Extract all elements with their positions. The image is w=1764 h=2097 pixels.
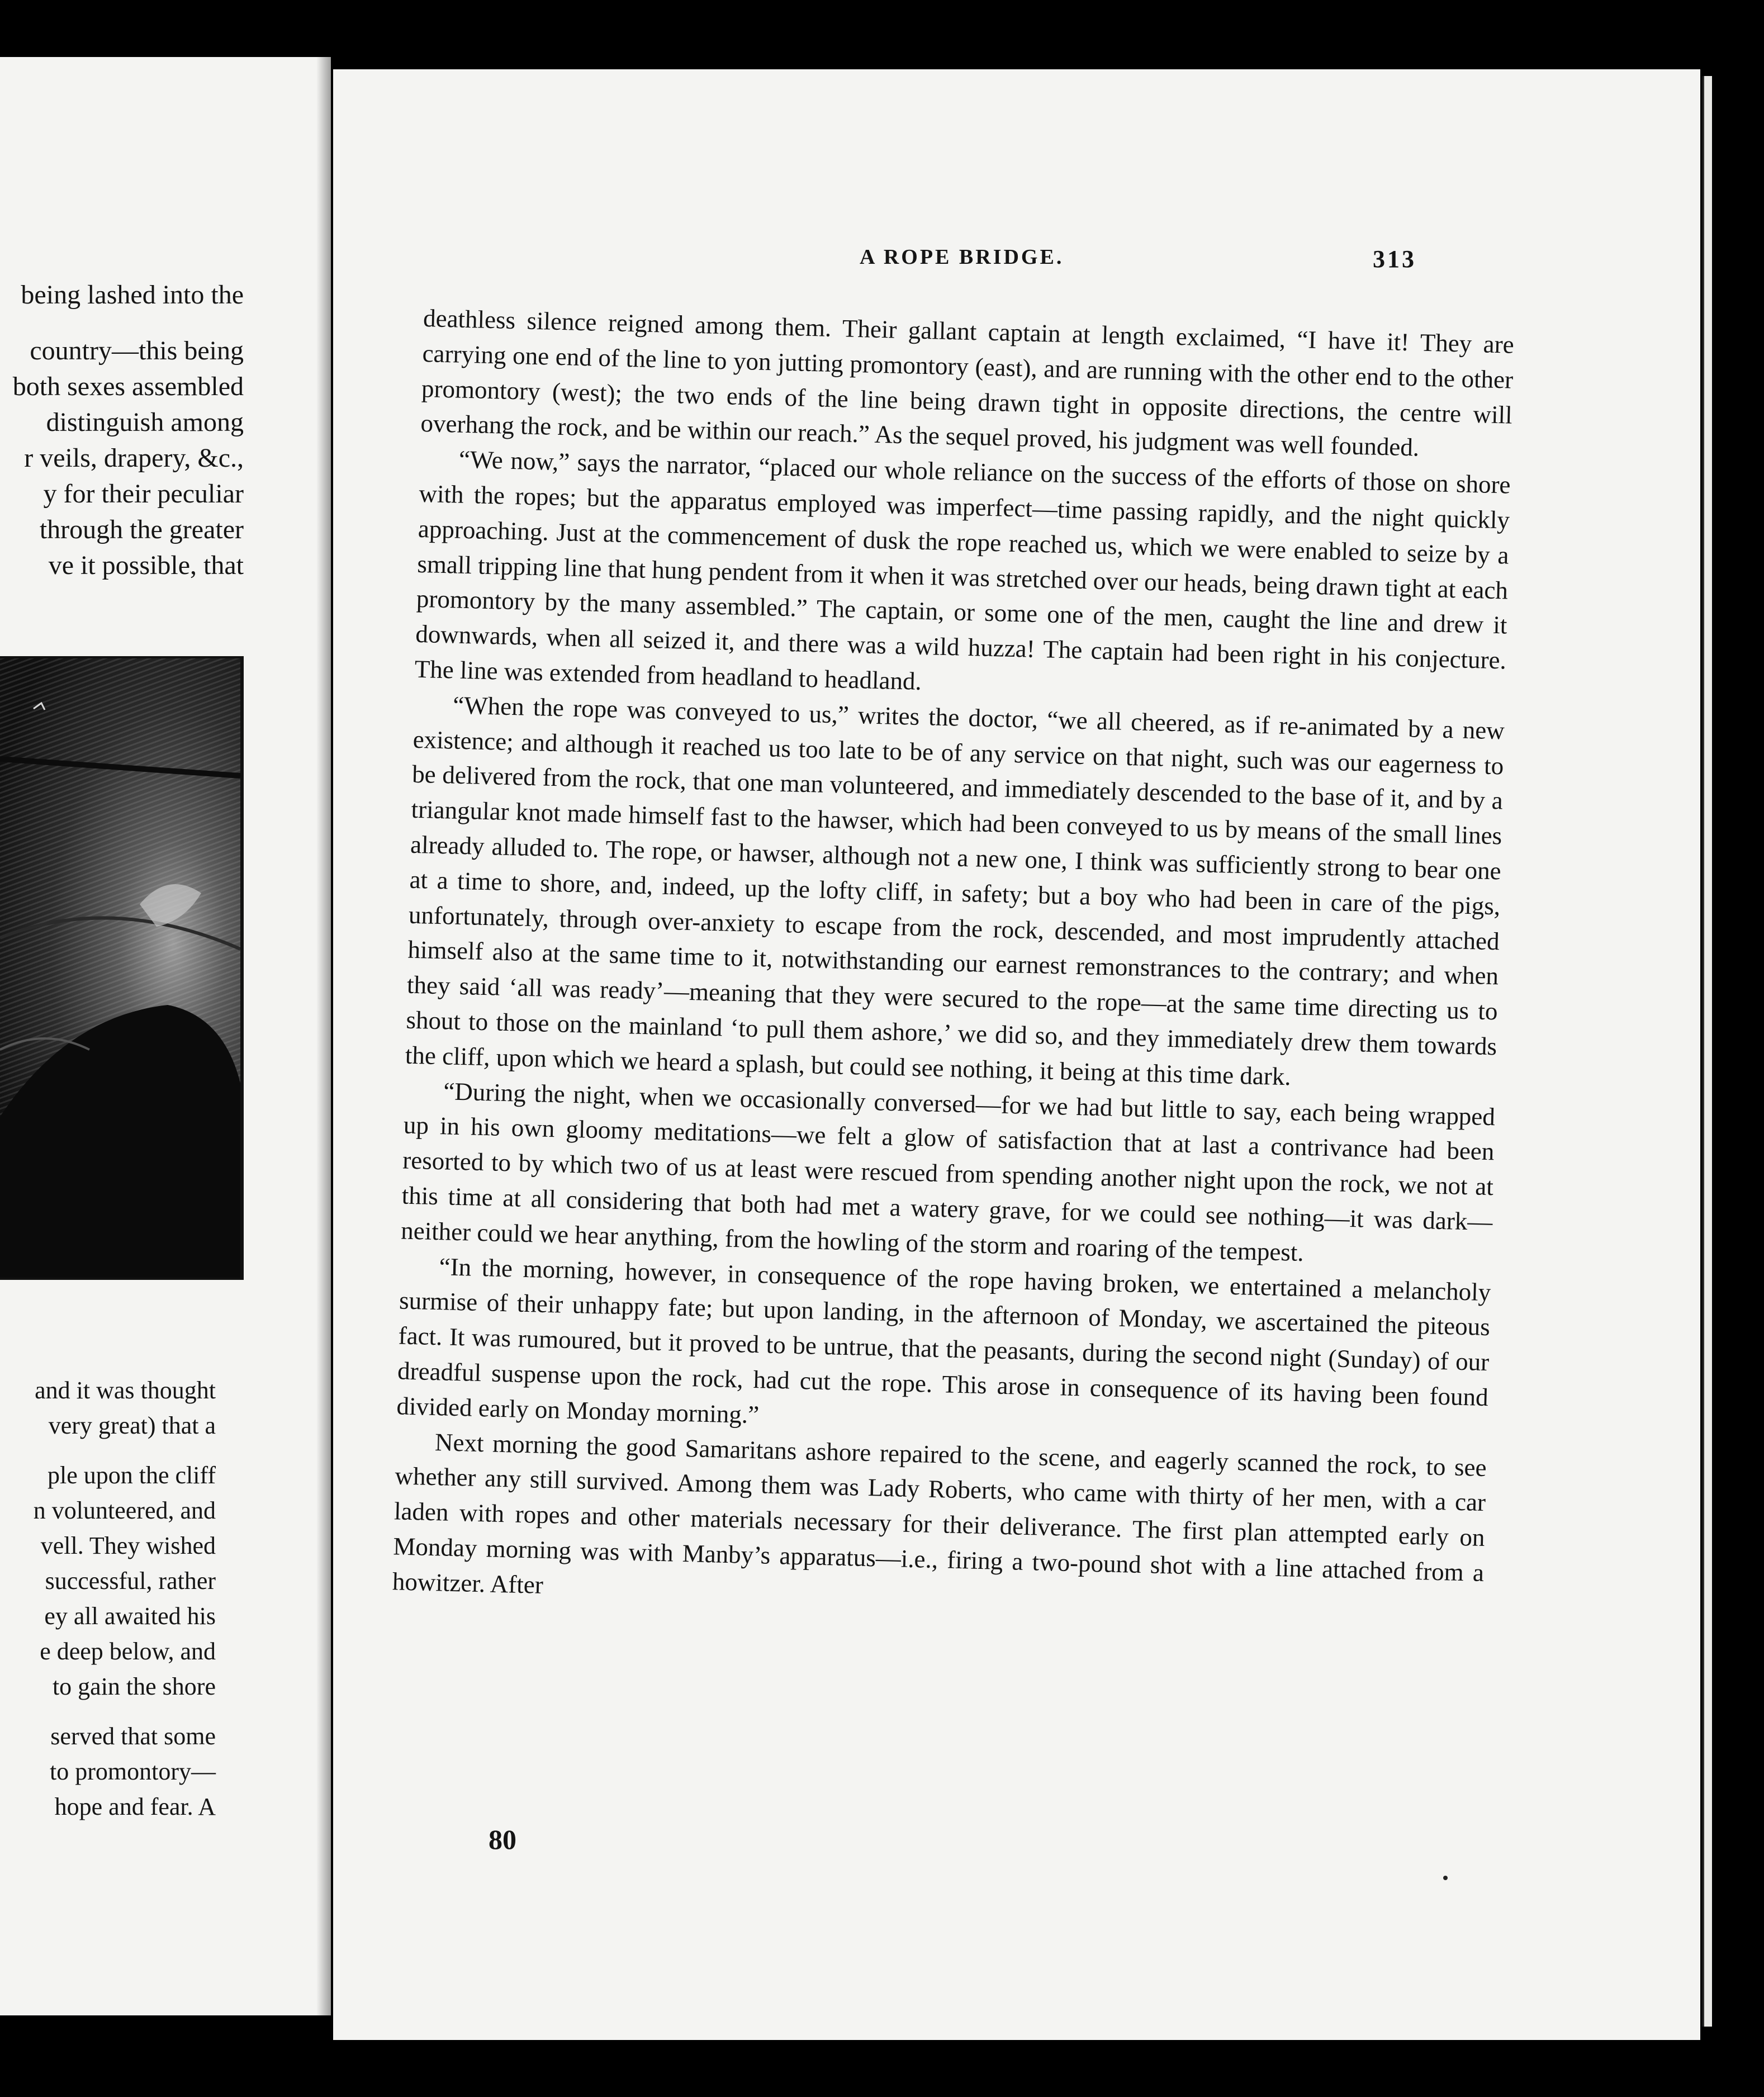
paragraph: Next morning the good Samaritans ashore repaired to the scene, and eagerly scanned the rock, to see whether any still survived. Among them was Lady Roberts, who came with thirty of her men, with a car laden with ropes and other materials necessary for their deliverance. The first plan attempted early on Monday morning was with Manby’s apparatus—i.e., firing a two-pound shot with a line attached from a howitzer. After bbox=[392, 1427, 1487, 1599]
running-head-title: A ROPE BRIDGE. bbox=[860, 245, 1064, 269]
left-line: through the greater bbox=[39, 515, 244, 544]
left-line: ve it possible, that bbox=[48, 551, 244, 580]
spacer bbox=[0, 1704, 216, 1719]
left-line: ey all awaited his bbox=[44, 1602, 216, 1630]
page-edge-stack bbox=[1703, 76, 1712, 2027]
body-text bbox=[392, 301, 1514, 1625]
paragraph: “We now,” says the narrator, “placed our whole reliance on the success of the efforts of those on shore with the ropes; but the apparatus employed was imperfect—time passing rapidly, and the night quickly approaching. Just at the commencement of dusk the rope reached us, which we were enabled to seize by a small tripping line that hung pendent from it when it was stretched over our heads, being drawn tight at each promontory by the many assembled.” The captain, or some one of the men, caught the line and drew it downwards, when all seized it, and there was a wild huzza! The captain had been right in his conjecture. The line was extended from headland to headland. bbox=[414, 445, 1511, 695]
left-line: successful, rather bbox=[45, 1567, 216, 1595]
engraving-art bbox=[0, 658, 240, 1278]
left-line: r veils, drapery, &c., bbox=[24, 443, 244, 473]
left-page-text-bottom bbox=[0, 1373, 216, 1824]
left-line: and it was thought bbox=[35, 1377, 216, 1404]
paragraph: “During the night, when we occasionally conversed—for we had but little to say, each being wrapped up in his own gloomy meditations—we felt a glow of satisfaction that at last a contrivance had been resorted to by which two of us at least were rescued from spending another night upon the rock, we not at this time at all considering that both had met a watery grave, for we could see nothing—it was dark—neither could we hear anything, from the howling of the storm and roaring of the tempest. bbox=[400, 1076, 1496, 1266]
ink-speck bbox=[1443, 1876, 1448, 1880]
left-line: to gain the shore bbox=[52, 1673, 216, 1700]
left-line: being lashed into the bbox=[21, 280, 244, 310]
left-line: ple upon the cliff bbox=[48, 1462, 216, 1489]
page-number: 313 bbox=[1373, 245, 1416, 273]
left-page bbox=[0, 57, 331, 2015]
left-page-text-top bbox=[0, 277, 244, 583]
left-line: hope and fear. A bbox=[54, 1793, 216, 1820]
left-line: both sexes assembled bbox=[12, 372, 244, 401]
gutter-shadow bbox=[316, 57, 331, 2015]
left-line: y for their peculiar bbox=[43, 479, 244, 509]
paragraph: “When the rope was conveyed to us,” writes the doctor, “we all cheered, as if re-animated by a new existence; and although it reached us too late to be of any service on that night, such was our eagerness to be delivered from the rock, that one man volunteered, and immediately descended to the base of it, and by a triangular knot made himself fast to the hawser, which had been conveyed to us by means of the small lines already alluded to. The rope, or hawser, although not a new one, I think was sufficiently strong to bear one at a time to shore, and, indeed, up the lofty cliff, in safety; but a boy who had been in care of the pigs, unfortunately, through over-anxiety to escape from the rock, descended, and most imprudently attached himself also at the same time to it, notwithstanding our earnest remonstrances to the contrary; and when they said ‘all was ready’—meaning that they were secured to the rope—at the same time directing us to shout to those on the mainland ‘to pull them ashore,’ we did so, and they immediately drew them towards the cliff, upon which we heard a splash, but could see nothing, it being at this time dark. bbox=[405, 691, 1505, 1091]
spacer bbox=[0, 1443, 216, 1458]
left-line: served that some bbox=[50, 1723, 216, 1750]
paragraph: deathless silence reigned among them. Their gallant captain at length exclaimed, “I have it! They are carrying one end of the line to yon jutting promontory (east), and are running with the other end to the other promontory (west); the two ends of the line being drawn tight in opposite directions, the centre will overhang the rock, and be within our reach.” As the sequel proved, his judgment was well founded. bbox=[420, 303, 1515, 462]
spacer bbox=[0, 313, 244, 333]
left-line: e deep below, and bbox=[40, 1638, 216, 1665]
left-line: to promontory— bbox=[50, 1758, 216, 1785]
right-page bbox=[333, 69, 1700, 2040]
left-line: very great) that a bbox=[48, 1412, 216, 1439]
left-line: distinguish among bbox=[46, 407, 244, 437]
left-line: country—this being bbox=[30, 336, 244, 366]
left-line: vell. They wished bbox=[40, 1532, 216, 1559]
engraving-illustration bbox=[0, 656, 244, 1280]
left-line: n volunteered, and bbox=[33, 1497, 216, 1524]
signature-mark: 80 bbox=[489, 1824, 516, 1855]
paragraph: “In the morning, however, in consequence of the rope having broken, we entertained a melancholy surmise of their unhappy fate; but upon landing, in the afternoon of Monday, we ascertained the piteous fact. It was rumoured, but it proved to be untrue, that the peasants, during the second night (Sunday) of our dreadful suspense upon the rock, had cut the rope. This arose in consequence of its having been found divided early on Monday morning.” bbox=[396, 1252, 1491, 1429]
